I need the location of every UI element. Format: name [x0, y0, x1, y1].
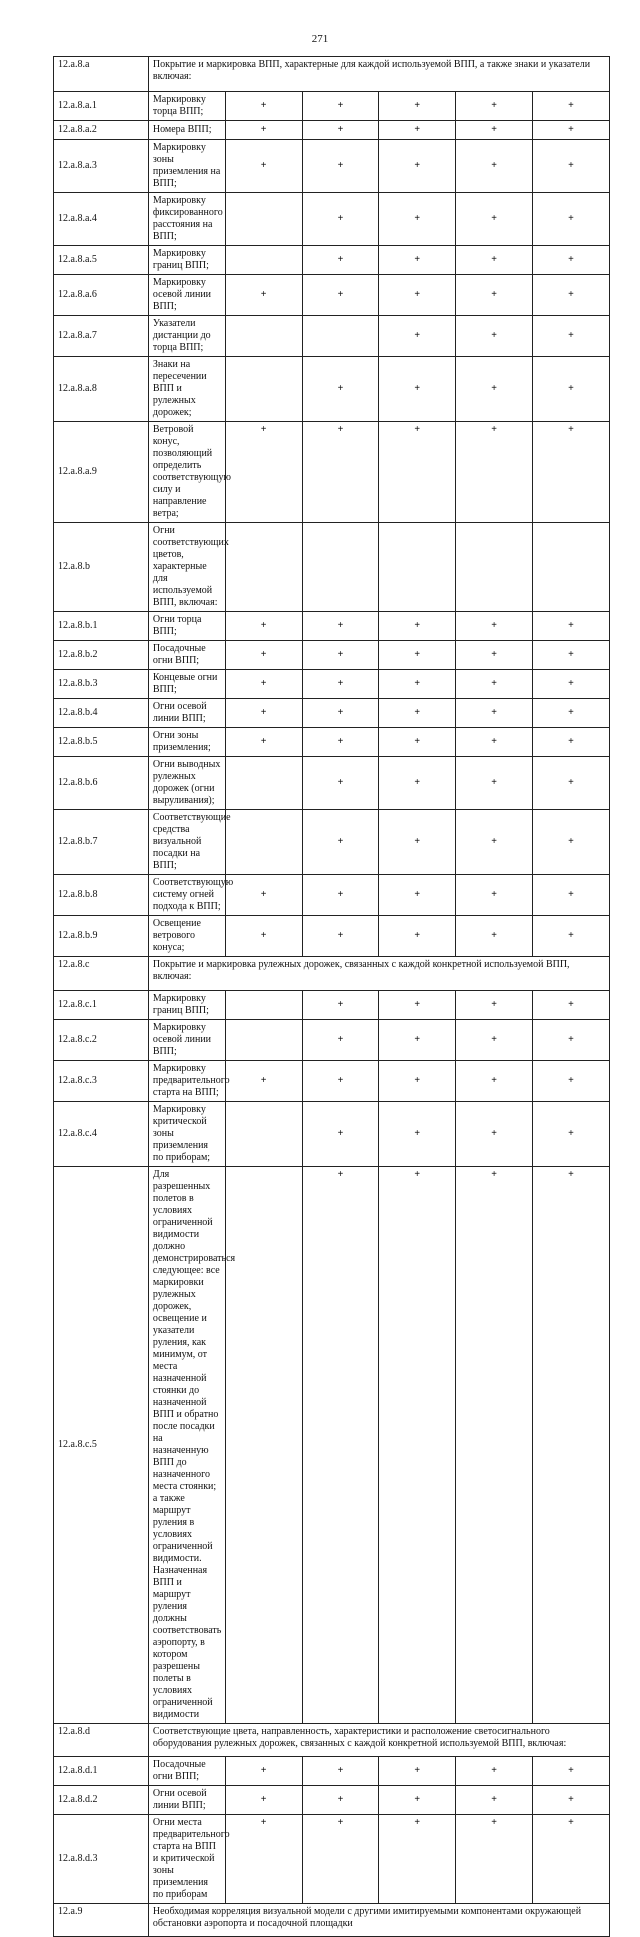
- row-description: Маркировку критической зоны приземления по приборам;: [148, 1102, 225, 1167]
- level-mark-1: +: [225, 670, 302, 699]
- level-mark-3: +: [379, 316, 456, 357]
- level-mark-2: +: [302, 612, 379, 641]
- row-code: 12.a.8.d.2: [54, 1786, 149, 1815]
- level-mark-5: +: [533, 275, 610, 316]
- table-row: [54, 670, 610, 699]
- level-mark-2: +: [302, 1102, 379, 1167]
- row-code: 12.a.8.c.4: [54, 1102, 149, 1167]
- table-row: [54, 422, 610, 523]
- level-mark-4: +: [456, 916, 533, 957]
- level-mark-5: [533, 523, 610, 612]
- level-mark-1: +: [225, 92, 302, 121]
- level-mark-1: [225, 523, 302, 612]
- level-mark-5: +: [533, 316, 610, 357]
- level-mark-5: +: [533, 875, 610, 916]
- level-mark-3: +: [379, 1102, 456, 1167]
- row-code: 12.a.8.b.1: [54, 612, 149, 641]
- level-mark-4: +: [456, 1061, 533, 1102]
- table-row: [54, 1757, 610, 1786]
- level-mark-3: +: [379, 670, 456, 699]
- level-mark-3: +: [379, 275, 456, 316]
- row-description: Маркировку зоны приземления на ВПП;: [148, 140, 225, 193]
- level-mark-2: [302, 316, 379, 357]
- level-mark-2: +: [302, 1786, 379, 1815]
- page-number: 271: [311, 33, 329, 45]
- level-mark-2: +: [302, 140, 379, 193]
- level-mark-3: +: [379, 612, 456, 641]
- level-mark-3: +: [379, 916, 456, 957]
- row-code: 12.a.8.c.2: [54, 1020, 149, 1061]
- row-code: 12.a.8.a.4: [54, 193, 149, 246]
- level-mark-3: +: [379, 1167, 456, 1724]
- row-description: Маркировку границ ВПП;: [148, 246, 225, 275]
- level-mark-2: +: [302, 810, 379, 875]
- row-code: 12.a.8.b.3: [54, 670, 149, 699]
- level-mark-3: +: [379, 246, 456, 275]
- row-code: 12.a.8.c.3: [54, 1061, 149, 1102]
- row-description: Освещение ветрового конуса;: [148, 916, 225, 957]
- level-mark-2: +: [302, 246, 379, 275]
- level-mark-4: +: [456, 1757, 533, 1786]
- level-mark-4: [456, 523, 533, 612]
- row-description: Ветровой конус, позволяющий определить соответствующую силу и направление ветра;: [148, 422, 225, 523]
- level-mark-5: +: [533, 916, 610, 957]
- row-description: Маркировку фиксированного расстояния на ВПП;: [148, 193, 225, 246]
- level-mark-1: [225, 1167, 302, 1724]
- level-mark-4: +: [456, 810, 533, 875]
- level-mark-1: +: [225, 140, 302, 193]
- row-code: 12.a.8.d: [54, 1724, 149, 1757]
- level-mark-5: +: [533, 1167, 610, 1724]
- level-mark-1: [225, 757, 302, 810]
- level-mark-1: [225, 991, 302, 1020]
- row-code: 12.a.8.a.9: [54, 422, 149, 523]
- level-mark-5: +: [533, 1757, 610, 1786]
- table-row: [54, 699, 610, 728]
- level-mark-4: +: [456, 357, 533, 422]
- level-mark-1: +: [225, 422, 302, 523]
- row-code: 12.a.8.b.5: [54, 728, 149, 757]
- level-mark-4: +: [456, 1786, 533, 1815]
- level-mark-3: +: [379, 1786, 456, 1815]
- level-mark-3: +: [379, 1061, 456, 1102]
- level-mark-5: +: [533, 1061, 610, 1102]
- row-description: Соответствующую систему огней подхода к ВПП;: [148, 875, 225, 916]
- row-description: Огни места предварительного старта на ВПП и критической зоны приземления по приборам: [148, 1815, 225, 1904]
- row-code: 12.a.8.b.2: [54, 641, 149, 670]
- level-mark-5: +: [533, 193, 610, 246]
- level-mark-5: +: [533, 641, 610, 670]
- level-mark-5: +: [533, 670, 610, 699]
- level-mark-4: +: [456, 991, 533, 1020]
- table-row: [54, 1786, 610, 1815]
- level-mark-2: +: [302, 1757, 379, 1786]
- table-row: [54, 316, 610, 357]
- level-mark-3: +: [379, 641, 456, 670]
- row-description: Покрытие и маркировка рулежных дорожек, связанных с каждой конкретной используемой ВПП, включая:: [148, 957, 609, 991]
- row-description: Покрытие и маркировка ВПП, характерные для каждой используемой ВПП, а также знаки и указатели включая:: [148, 57, 609, 92]
- level-mark-3: +: [379, 699, 456, 728]
- level-mark-2: +: [302, 916, 379, 957]
- level-mark-2: +: [302, 92, 379, 121]
- level-mark-5: +: [533, 1020, 610, 1061]
- row-description: Огни выводных рулежных дорожек (огни выруливания);: [148, 757, 225, 810]
- level-mark-1: [225, 1020, 302, 1061]
- level-mark-3: +: [379, 1757, 456, 1786]
- level-mark-2: +: [302, 1061, 379, 1102]
- table-row: [54, 246, 610, 275]
- row-code: 12.a.8.b.6: [54, 757, 149, 810]
- row-code: 12.a.8.a.2: [54, 121, 149, 140]
- level-mark-4: +: [456, 670, 533, 699]
- level-mark-1: +: [225, 1786, 302, 1815]
- table-row: [54, 275, 610, 316]
- level-mark-3: [379, 523, 456, 612]
- table-row: [54, 1815, 610, 1904]
- level-mark-1: +: [225, 1815, 302, 1904]
- level-mark-5: +: [533, 991, 610, 1020]
- level-mark-1: [225, 810, 302, 875]
- level-mark-5: +: [533, 357, 610, 422]
- table-row: [54, 1167, 610, 1724]
- level-mark-1: +: [225, 875, 302, 916]
- row-description: Для разрешенных полетов в условиях ограниченной видимости должно демонстрироваться следующее: все маркировки рулежных дорожек, освещение и указатели руления, как минимум, от места назначенной стоянки до назначенной ВПП и обратно после посадки на назначенную ВПП до назначенного места стоянки; а также маршрут руления в условиях ограниченной видимости. Назначенная ВПП и маршрут руления должны соответствовать аэропорту, в котором разрешены полеты в условиях ограниченной видимости: [148, 1167, 225, 1724]
- level-mark-5: +: [533, 1786, 610, 1815]
- row-code: 12.a.8.a.1: [54, 92, 149, 121]
- row-code: 12.a.8.b.7: [54, 810, 149, 875]
- level-mark-5: +: [533, 728, 610, 757]
- level-mark-2: +: [302, 728, 379, 757]
- level-mark-1: [225, 316, 302, 357]
- level-mark-4: +: [456, 641, 533, 670]
- table-row: [54, 140, 610, 193]
- level-mark-4: +: [456, 1167, 533, 1724]
- level-mark-4: +: [456, 140, 533, 193]
- level-mark-4: +: [456, 193, 533, 246]
- table-row: [54, 757, 610, 810]
- level-mark-5: +: [533, 92, 610, 121]
- table-row: [54, 612, 610, 641]
- table-row: [54, 1724, 610, 1757]
- row-description: Номера ВПП;: [148, 121, 225, 140]
- level-mark-1: +: [225, 728, 302, 757]
- table-row: [54, 1904, 610, 1937]
- row-code: 12.a.9: [54, 1904, 149, 1937]
- table-row: [54, 121, 610, 140]
- row-code: 12.a.8.a.7: [54, 316, 149, 357]
- row-description: Огни осевой линии ВПП;: [148, 699, 225, 728]
- table-row: [54, 810, 610, 875]
- table-row: [54, 357, 610, 422]
- level-mark-1: [225, 1102, 302, 1167]
- level-mark-5: +: [533, 422, 610, 523]
- row-code: 12.a.8.a.5: [54, 246, 149, 275]
- level-mark-3: +: [379, 1020, 456, 1061]
- level-mark-2: +: [302, 641, 379, 670]
- level-mark-3: +: [379, 810, 456, 875]
- level-mark-5: +: [533, 757, 610, 810]
- table-row: [54, 641, 610, 670]
- row-code: 12.a.8.c: [54, 957, 149, 991]
- row-description: Огни соответствующих цветов, характерные для используемой ВПП, включая:: [148, 523, 225, 612]
- level-mark-1: +: [225, 1757, 302, 1786]
- row-code: 12.a.8.b.4: [54, 699, 149, 728]
- level-mark-3: +: [379, 193, 456, 246]
- level-mark-2: +: [302, 422, 379, 523]
- level-mark-3: +: [379, 1815, 456, 1904]
- row-description: Огни осевой линии ВПП;: [148, 1786, 225, 1815]
- level-mark-4: +: [456, 1815, 533, 1904]
- level-mark-5: +: [533, 140, 610, 193]
- row-code: 12.a.8.c.5: [54, 1167, 149, 1724]
- level-mark-4: +: [456, 1102, 533, 1167]
- row-code: 12.a.8.a.8: [54, 357, 149, 422]
- row-code: 12.a.8.b.9: [54, 916, 149, 957]
- level-mark-1: [225, 246, 302, 275]
- level-mark-3: +: [379, 92, 456, 121]
- table-row: [54, 523, 610, 612]
- row-description: Огни зоны приземления;: [148, 728, 225, 757]
- level-mark-2: +: [302, 121, 379, 140]
- level-mark-5: +: [533, 1102, 610, 1167]
- level-mark-1: [225, 193, 302, 246]
- row-code: 12.a.8.d.1: [54, 1757, 149, 1786]
- row-description: Посадочные огни ВПП;: [148, 641, 225, 670]
- level-mark-4: +: [456, 728, 533, 757]
- level-mark-1: +: [225, 612, 302, 641]
- table-row: [54, 957, 610, 991]
- level-mark-4: +: [456, 275, 533, 316]
- row-description: Маркировку осевой линии ВПП;: [148, 275, 225, 316]
- level-mark-2: +: [302, 991, 379, 1020]
- row-code: 12.a.8.a.6: [54, 275, 149, 316]
- level-mark-4: +: [456, 92, 533, 121]
- row-description: Соответствующие средства визуальной посадки на ВПП;: [148, 810, 225, 875]
- level-mark-4: +: [456, 422, 533, 523]
- table-row: [54, 991, 610, 1020]
- level-mark-3: +: [379, 140, 456, 193]
- level-mark-1: +: [225, 699, 302, 728]
- level-mark-2: +: [302, 757, 379, 810]
- level-mark-5: +: [533, 121, 610, 140]
- row-description: Маркировку предварительного старта на ВПП;: [148, 1061, 225, 1102]
- table-row: [54, 1061, 610, 1102]
- row-code: 12.a.8.c.1: [54, 991, 149, 1020]
- level-mark-3: +: [379, 121, 456, 140]
- level-mark-2: +: [302, 357, 379, 422]
- table-row: [54, 193, 610, 246]
- row-description: Маркировку осевой линии ВПП;: [148, 1020, 225, 1061]
- level-mark-3: +: [379, 357, 456, 422]
- row-description: Маркировку торца ВПП;: [148, 92, 225, 121]
- level-mark-4: +: [456, 875, 533, 916]
- level-mark-4: +: [456, 699, 533, 728]
- level-mark-2: [302, 523, 379, 612]
- row-description: Концевые огни ВПП;: [148, 670, 225, 699]
- level-mark-4: +: [456, 612, 533, 641]
- level-mark-3: +: [379, 757, 456, 810]
- level-mark-2: +: [302, 699, 379, 728]
- level-mark-1: +: [225, 916, 302, 957]
- level-mark-1: +: [225, 275, 302, 316]
- level-mark-4: +: [456, 121, 533, 140]
- row-description: Маркировку границ ВПП;: [148, 991, 225, 1020]
- level-mark-2: +: [302, 1167, 379, 1724]
- level-mark-3: +: [379, 875, 456, 916]
- table-row: [54, 1102, 610, 1167]
- level-mark-3: +: [379, 991, 456, 1020]
- level-mark-2: +: [302, 875, 379, 916]
- table-row: [54, 1020, 610, 1061]
- level-mark-1: +: [225, 121, 302, 140]
- row-code: 12.a.8.b: [54, 523, 149, 612]
- row-code: 12.a.8.d.3: [54, 1815, 149, 1904]
- row-code: 12.a.8.a: [54, 57, 149, 92]
- level-mark-2: +: [302, 1815, 379, 1904]
- level-mark-5: +: [533, 810, 610, 875]
- row-description: Указатели дистанции до торца ВПП;: [148, 316, 225, 357]
- row-description: Посадочные огни ВПП;: [148, 1757, 225, 1786]
- level-mark-4: +: [456, 1020, 533, 1061]
- requirements-table: [53, 56, 610, 1937]
- level-mark-2: +: [302, 275, 379, 316]
- level-mark-2: +: [302, 1020, 379, 1061]
- level-mark-2: +: [302, 193, 379, 246]
- row-description: Необходимая корреляция визуальной модели с другими имитируемыми компонентами окружающей обстановки аэропорта и посадочной площадки: [148, 1904, 609, 1937]
- row-description: Соответствующие цвета, направленность, характеристики и расположение светосигнального оборудования рулежных дорожек, связанных с каждой конкретной используемой ВПП, включая:: [148, 1724, 609, 1757]
- level-mark-1: [225, 357, 302, 422]
- level-mark-4: +: [456, 316, 533, 357]
- row-description: Огни торца ВПП;: [148, 612, 225, 641]
- row-code: 12.a.8.b.8: [54, 875, 149, 916]
- level-mark-5: +: [533, 699, 610, 728]
- level-mark-1: +: [225, 1061, 302, 1102]
- table-row: [54, 92, 610, 121]
- level-mark-2: +: [302, 670, 379, 699]
- level-mark-5: +: [533, 612, 610, 641]
- table-row: [54, 875, 610, 916]
- level-mark-4: +: [456, 246, 533, 275]
- level-mark-1: +: [225, 641, 302, 670]
- level-mark-4: +: [456, 757, 533, 810]
- level-mark-3: +: [379, 728, 456, 757]
- table-row: [54, 728, 610, 757]
- level-mark-3: +: [379, 422, 456, 523]
- row-code: 12.a.8.a.3: [54, 140, 149, 193]
- level-mark-5: +: [533, 1815, 610, 1904]
- table-row: [54, 916, 610, 957]
- table-row: [54, 57, 610, 92]
- level-mark-5: +: [533, 246, 610, 275]
- row-description: Знаки на пересечении ВПП и рулежных дорожек;: [148, 357, 225, 422]
